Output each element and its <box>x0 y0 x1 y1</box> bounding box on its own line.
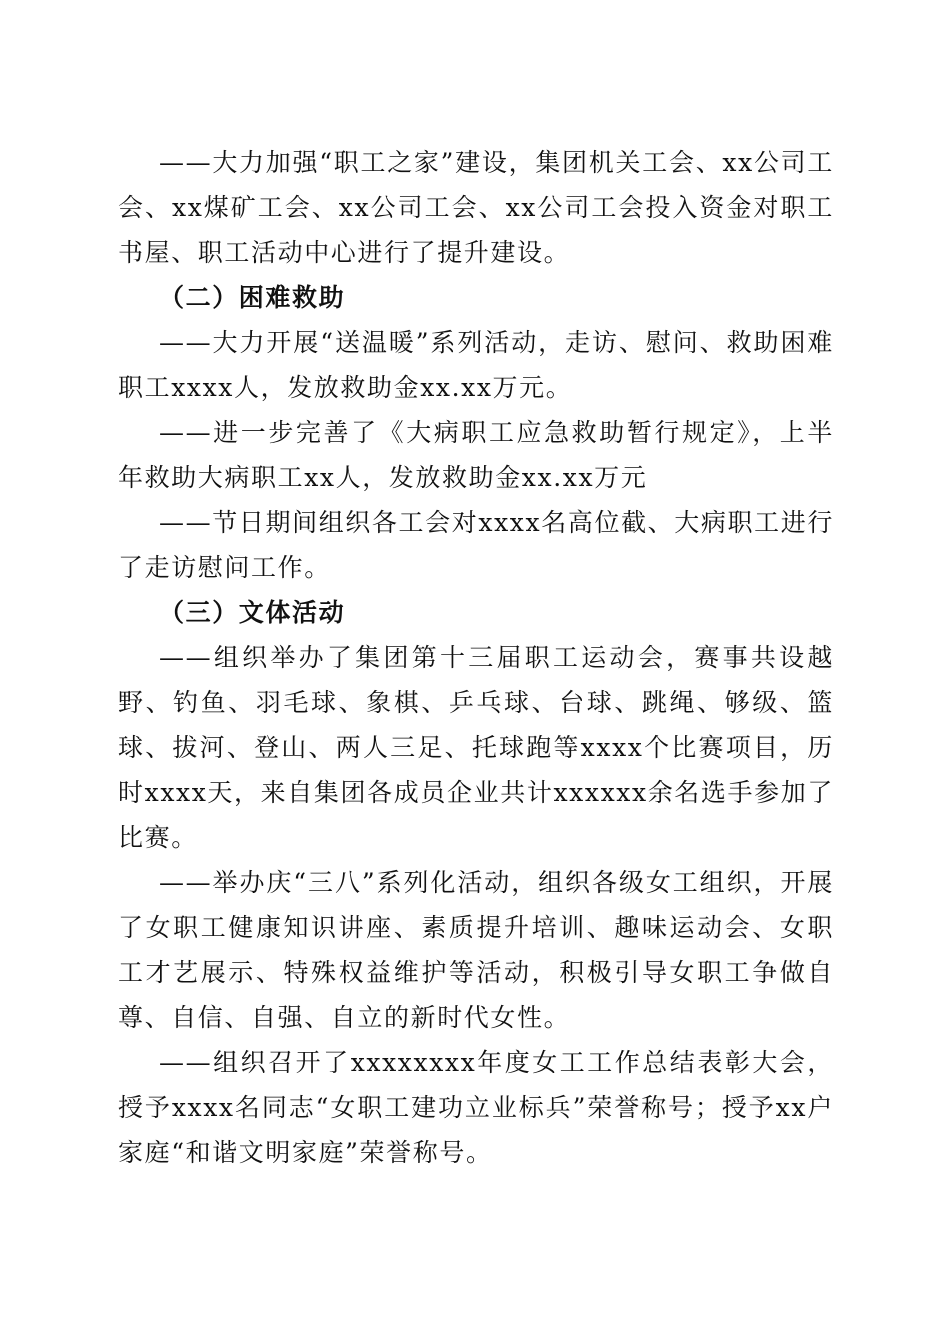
paragraph-womens-day: ——举办庆“三八”系列化活动，组织各级女工组织，开展了女职工健康知识讲座、素质提升培训、趣味运动会、女职工才艺展示、特殊权益维护等活动，积极引导女职工争做自尊、自信、自强、自立的新时代女性。 <box>118 868 834 1032</box>
paragraph-send-warmth: ——大力开展“送温暖”系列活动，走访、慰问、救助困难职工xxxx人，发放救助金xx.xx万元。 <box>118 328 834 402</box>
paragraph-women-awards: ——组织召开了xxxxxxxx年度女工工作总结表彰大会，授予xxxx名同志“女职工建功立业标兵”荣誉称号；授予xx户家庭“和谐文明家庭”荣誉称号。 <box>118 1048 834 1167</box>
section-heading-hardship-relief: （二）困难救助 <box>159 283 346 312</box>
paragraph-sports-meeting: ——组织举办了集团第十三届职工运动会，赛事共设越野、钓鱼、羽毛球、象棋、乒乓球、台球、跳绳、够级、篮球、拔河、登山、两人三足、托球跑等xxxx个比赛项目，历时xxxx天，来自集团各成员企业共计xxxxxx余名选手参加了比赛。 <box>118 643 834 852</box>
paragraph-workers-home: ——大力加强“职工之家”建设，集团机关工会、xx公司工会、xx煤矿工会、xx公司工会、xx公司工会投入资金对职工书屋、职工活动中心进行了提升建设。 <box>118 148 834 267</box>
section-heading-sports-culture: （三）文体活动 <box>159 598 346 627</box>
document-body <box>118 140 834 1175</box>
paragraph-serious-illness-relief: ——进一步完善了《大病职工应急救助暂行规定》，上半年救助大病职工xx人，发放救助金xx.xx万元 <box>118 418 834 492</box>
paragraph-holiday-visits: ——节日期间组织各工会对xxxx名高位截、大病职工进行了走访慰问工作。 <box>118 508 834 582</box>
